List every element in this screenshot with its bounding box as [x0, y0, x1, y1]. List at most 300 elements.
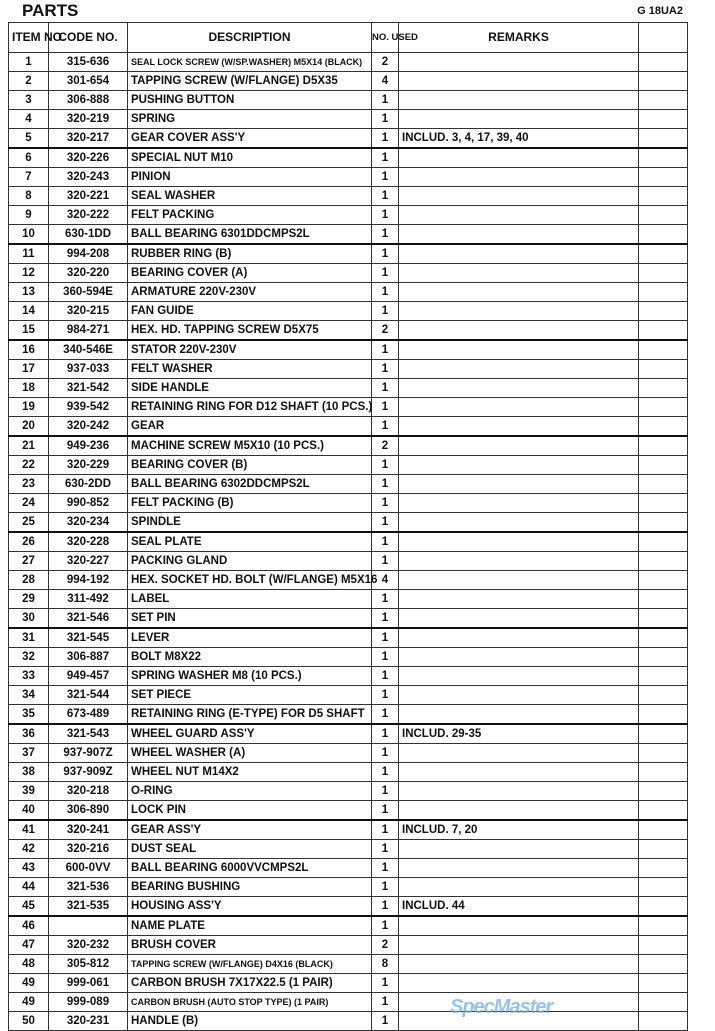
table-row [9, 264, 688, 283]
code-no: 939-542 [49, 398, 128, 417]
extra-cell [639, 1012, 688, 1031]
item-no: 36 [9, 724, 49, 744]
no-used: 1 [372, 648, 399, 667]
no-used: 4 [372, 72, 399, 91]
no-used: 1 [372, 782, 399, 801]
no-used: 1 [372, 91, 399, 110]
no-used: 1 [372, 244, 399, 264]
item-no: 39 [9, 782, 49, 801]
item-no: 49 [9, 993, 49, 1012]
description: SIDE HANDLE [128, 379, 372, 398]
extra-cell [639, 936, 688, 955]
table-row [9, 456, 688, 475]
code-no: 320-226 [49, 148, 128, 168]
table-row [9, 686, 688, 705]
extra-cell [639, 820, 688, 840]
item-no: 38 [9, 763, 49, 782]
no-used: 1 [372, 897, 399, 917]
code-no: 937-907Z [49, 744, 128, 763]
extra-cell [639, 417, 688, 437]
remarks [399, 302, 639, 321]
remarks [399, 148, 639, 168]
code-no: 320-221 [49, 187, 128, 206]
code-no: 994-208 [49, 244, 128, 264]
table-row [9, 398, 688, 417]
item-no: 48 [9, 955, 49, 974]
code-no: 320-228 [49, 532, 128, 552]
no-used: 1 [372, 494, 399, 513]
item-no: 37 [9, 744, 49, 763]
description: RUBBER RING (B) [128, 244, 372, 264]
description: BEARING BUSHING [128, 878, 372, 897]
no-used: 1 [372, 187, 399, 206]
description: SEAL WASHER [128, 187, 372, 206]
remarks: INCLUD. 3, 4, 17, 39, 40 [399, 129, 639, 149]
no-used: 1 [372, 264, 399, 283]
table-row [9, 494, 688, 513]
extra-cell [639, 225, 688, 245]
description: HOUSING ASS'Y [128, 897, 372, 917]
extra-cell [639, 801, 688, 821]
description: GEAR ASS'Y [128, 820, 372, 840]
code-no: 306-887 [49, 648, 128, 667]
table-row [9, 1012, 688, 1031]
remarks [399, 494, 639, 513]
code-no: 306-890 [49, 801, 128, 821]
description: MACHINE SCREW M5X10 (10 PCS.) [128, 436, 372, 456]
item-no: 15 [9, 321, 49, 341]
item-no: 33 [9, 667, 49, 686]
item-no: 27 [9, 552, 49, 571]
table-row [9, 571, 688, 590]
item-no: 19 [9, 398, 49, 417]
table-row [9, 168, 688, 187]
item-no: 6 [9, 148, 49, 168]
extra-cell [639, 513, 688, 533]
table-row [9, 897, 688, 917]
extra-cell [639, 897, 688, 917]
no-used: 1 [372, 379, 399, 398]
no-used: 1 [372, 360, 399, 379]
table-row [9, 129, 688, 149]
no-used: 2 [372, 936, 399, 955]
description: SPRING WASHER M8 (10 PCS.) [128, 667, 372, 686]
remarks [399, 763, 639, 782]
no-used: 1 [372, 993, 399, 1012]
code-no: 321-535 [49, 897, 128, 917]
table-row [9, 206, 688, 225]
remarks: INCLUD. 29-35 [399, 724, 639, 744]
item-no: 7 [9, 168, 49, 187]
item-no: 13 [9, 283, 49, 302]
remarks [399, 974, 639, 993]
page-title: PARTS [22, 1, 79, 20]
description: NAME PLATE [128, 916, 372, 936]
no-used: 2 [372, 436, 399, 456]
extra-cell [639, 763, 688, 782]
description: HEX. SOCKET HD. BOLT (W/FLANGE) M5X16 [128, 571, 372, 590]
remarks [399, 360, 639, 379]
item-no: 32 [9, 648, 49, 667]
description: WHEEL NUT M14X2 [128, 763, 372, 782]
remarks [399, 436, 639, 456]
item-no: 43 [9, 859, 49, 878]
table-row [9, 283, 688, 302]
item-no: 42 [9, 840, 49, 859]
remarks [399, 379, 639, 398]
extra-cell [639, 859, 688, 878]
remarks [399, 628, 639, 648]
description: SET PIECE [128, 686, 372, 705]
extra-cell [639, 53, 688, 72]
item-no: 5 [9, 129, 49, 149]
item-no: 30 [9, 609, 49, 629]
code-no: 673-489 [49, 705, 128, 725]
item-no: 34 [9, 686, 49, 705]
no-used: 1 [372, 820, 399, 840]
description: SET PIN [128, 609, 372, 629]
extra-cell [639, 590, 688, 609]
remarks [399, 321, 639, 341]
description: PUSHING BUTTON [128, 91, 372, 110]
code-no: 630-2DD [49, 475, 128, 494]
item-no: 12 [9, 264, 49, 283]
code-no: 321-544 [49, 686, 128, 705]
extra-cell [639, 302, 688, 321]
item-no: 47 [9, 936, 49, 955]
extra-cell [639, 648, 688, 667]
item-no: 1 [9, 53, 49, 72]
extra-cell [639, 840, 688, 859]
item-no: 22 [9, 456, 49, 475]
code-no: 321-542 [49, 379, 128, 398]
no-used: 1 [372, 878, 399, 897]
item-no: 49 [9, 974, 49, 993]
no-used: 1 [372, 552, 399, 571]
col-used: NO. USED [372, 23, 399, 53]
description: SEAL PLATE [128, 532, 372, 552]
description: LOCK PIN [128, 801, 372, 821]
extra-cell [639, 129, 688, 149]
remarks [399, 686, 639, 705]
extra-cell [639, 532, 688, 552]
remarks: INCLUD. 7, 20 [399, 820, 639, 840]
extra-cell [639, 955, 688, 974]
description: BALL BEARING 6302DDCMPS2L [128, 475, 372, 494]
extra-cell [639, 436, 688, 456]
description: STATOR 220V-230V [128, 340, 372, 360]
code-no: 340-546E [49, 340, 128, 360]
no-used: 1 [372, 609, 399, 629]
no-used: 1 [372, 744, 399, 763]
item-no: 46 [9, 916, 49, 936]
item-no: 40 [9, 801, 49, 821]
item-no: 23 [9, 475, 49, 494]
table-row [9, 53, 688, 72]
remarks [399, 72, 639, 91]
item-no: 14 [9, 302, 49, 321]
item-no: 9 [9, 206, 49, 225]
table-row [9, 705, 688, 725]
code-no: 320-217 [49, 129, 128, 149]
extra-cell [639, 340, 688, 360]
description: CARBON BRUSH 7X17X22.5 (1 PAIR) [128, 974, 372, 993]
code-no: 321-543 [49, 724, 128, 744]
description: O-RING [128, 782, 372, 801]
no-used: 1 [372, 129, 399, 149]
remarks [399, 187, 639, 206]
item-no: 28 [9, 571, 49, 590]
code-no: 630-1DD [49, 225, 128, 245]
code-no: 321-546 [49, 609, 128, 629]
description: PINION [128, 168, 372, 187]
extra-cell [639, 91, 688, 110]
remarks [399, 91, 639, 110]
code-no: 320-222 [49, 206, 128, 225]
model-number: G 18UA2 [637, 5, 683, 17]
code-no: 311-492 [49, 590, 128, 609]
table-row [9, 648, 688, 667]
table-row [9, 955, 688, 974]
table-row [9, 513, 688, 533]
table-row [9, 244, 688, 264]
code-no: 999-089 [49, 993, 128, 1012]
extra-cell [639, 686, 688, 705]
table-row [9, 782, 688, 801]
remarks [399, 801, 639, 821]
remarks [399, 936, 639, 955]
description: TAPPING SCREW (W/FLANGE) D5X35 [128, 72, 372, 91]
no-used: 1 [372, 398, 399, 417]
item-no: 18 [9, 379, 49, 398]
no-used: 1 [372, 206, 399, 225]
no-used: 1 [372, 859, 399, 878]
description: BOLT M8X22 [128, 648, 372, 667]
remarks [399, 744, 639, 763]
code-no: 320-241 [49, 820, 128, 840]
no-used: 1 [372, 686, 399, 705]
description: GEAR [128, 417, 372, 437]
no-used: 1 [372, 148, 399, 168]
code-no: 999-061 [49, 974, 128, 993]
extra-cell [639, 475, 688, 494]
table-row [9, 801, 688, 821]
item-no: 25 [9, 513, 49, 533]
remarks [399, 244, 639, 264]
code-no: 320-243 [49, 168, 128, 187]
no-used: 1 [372, 475, 399, 494]
remarks [399, 168, 639, 187]
item-no: 2 [9, 72, 49, 91]
remarks [399, 648, 639, 667]
table-row [9, 379, 688, 398]
table-row [9, 436, 688, 456]
extra-cell [639, 148, 688, 168]
table-row [9, 763, 688, 782]
no-used: 2 [372, 321, 399, 341]
extra-cell [639, 379, 688, 398]
code-no: 306-888 [49, 91, 128, 110]
description: BALL BEARING 6000VVCMPS2L [128, 859, 372, 878]
no-used: 1 [372, 456, 399, 475]
table-header [9, 23, 688, 53]
extra-cell [639, 72, 688, 91]
description: SPRING [128, 110, 372, 129]
no-used: 1 [372, 667, 399, 686]
no-used: 1 [372, 590, 399, 609]
extra-cell [639, 244, 688, 264]
item-no: 29 [9, 590, 49, 609]
table-row [9, 628, 688, 648]
no-used: 1 [372, 513, 399, 533]
remarks [399, 264, 639, 283]
extra-cell [639, 705, 688, 725]
item-no: 16 [9, 340, 49, 360]
extra-cell [639, 782, 688, 801]
no-used: 1 [372, 974, 399, 993]
extra-cell [639, 321, 688, 341]
item-no: 3 [9, 91, 49, 110]
description: RETAINING RING FOR D12 SHAFT (10 PCS.) [128, 398, 372, 417]
remarks [399, 705, 639, 725]
description: BEARING COVER (A) [128, 264, 372, 283]
table-row [9, 859, 688, 878]
remarks [399, 283, 639, 302]
extra-cell [639, 283, 688, 302]
code-no: 600-0VV [49, 859, 128, 878]
code-no: 320-220 [49, 264, 128, 283]
no-used: 1 [372, 340, 399, 360]
code-no: 320-219 [49, 110, 128, 129]
extra-cell [639, 667, 688, 686]
table-row [9, 417, 688, 437]
extra-cell [639, 168, 688, 187]
extra-cell [639, 206, 688, 225]
extra-cell [639, 916, 688, 936]
table-row [9, 475, 688, 494]
description: BRUSH COVER [128, 936, 372, 955]
code-no: 321-536 [49, 878, 128, 897]
col-description: DESCRIPTION [128, 23, 372, 53]
remarks [399, 609, 639, 629]
extra-cell [639, 110, 688, 129]
item-no: 31 [9, 628, 49, 648]
code-no [49, 916, 128, 936]
table-row [9, 590, 688, 609]
table-row [9, 552, 688, 571]
remarks [399, 206, 639, 225]
extra-cell [639, 398, 688, 417]
remarks [399, 475, 639, 494]
remarks: INCLUD. 44 [399, 897, 639, 917]
remarks [399, 398, 639, 417]
table-row [9, 820, 688, 840]
code-no: 949-236 [49, 436, 128, 456]
table-row [9, 724, 688, 744]
description: FELT PACKING (B) [128, 494, 372, 513]
table-row [9, 225, 688, 245]
col-code: CODE NO. [49, 23, 128, 53]
table-row [9, 532, 688, 552]
remarks [399, 782, 639, 801]
table-row [9, 91, 688, 110]
remarks [399, 340, 639, 360]
extra-cell [639, 724, 688, 744]
item-no: 21 [9, 436, 49, 456]
no-used: 1 [372, 801, 399, 821]
table-row [9, 302, 688, 321]
no-used: 1 [372, 302, 399, 321]
no-used: 2 [372, 53, 399, 72]
item-no: 4 [9, 110, 49, 129]
code-no: 984-271 [49, 321, 128, 341]
item-no: 41 [9, 820, 49, 840]
code-no: 320-232 [49, 936, 128, 955]
extra-cell [639, 571, 688, 590]
no-used: 1 [372, 417, 399, 437]
no-used: 8 [372, 955, 399, 974]
description: SEAL LOCK SCREW (W/SP.WASHER) M5X14 (BLACK) [128, 53, 372, 72]
extra-cell [639, 974, 688, 993]
no-used: 1 [372, 283, 399, 302]
extra-cell [639, 744, 688, 763]
no-used: 1 [372, 1012, 399, 1031]
description: HANDLE (B) [128, 1012, 372, 1031]
code-no: 949-457 [49, 667, 128, 686]
description: LABEL [128, 590, 372, 609]
description: LEVER [128, 628, 372, 648]
item-no: 26 [9, 532, 49, 552]
code-no: 360-594E [49, 283, 128, 302]
table-row [9, 321, 688, 341]
no-used: 4 [372, 571, 399, 590]
description: WHEEL GUARD ASS'Y [128, 724, 372, 744]
description: PACKING GLAND [128, 552, 372, 571]
item-no: 20 [9, 417, 49, 437]
description: SPINDLE [128, 513, 372, 533]
remarks [399, 859, 639, 878]
table-row [9, 187, 688, 206]
table-row [9, 936, 688, 955]
description: BALL BEARING 6301DDCMPS2L [128, 225, 372, 245]
table-row [9, 744, 688, 763]
code-no: 321-545 [49, 628, 128, 648]
item-no: 44 [9, 878, 49, 897]
description: SPECIAL NUT M10 [128, 148, 372, 168]
extra-cell [639, 456, 688, 475]
table-row [9, 340, 688, 360]
code-no: 320-227 [49, 552, 128, 571]
col-remarks: REMARKS [399, 23, 639, 53]
no-used: 1 [372, 532, 399, 552]
code-no: 320-242 [49, 417, 128, 437]
item-no: 50 [9, 1012, 49, 1031]
description: BEARING COVER (B) [128, 456, 372, 475]
extra-cell [639, 494, 688, 513]
no-used: 1 [372, 840, 399, 859]
remarks [399, 840, 639, 859]
remarks [399, 916, 639, 936]
item-no: 35 [9, 705, 49, 725]
description: CARBON BRUSH (AUTO STOP TYPE) (1 PAIR) [128, 993, 372, 1012]
item-no: 45 [9, 897, 49, 917]
remarks [399, 590, 639, 609]
code-no: 320-234 [49, 513, 128, 533]
remarks [399, 110, 639, 129]
table-row [9, 360, 688, 379]
no-used: 1 [372, 168, 399, 187]
remarks [399, 571, 639, 590]
